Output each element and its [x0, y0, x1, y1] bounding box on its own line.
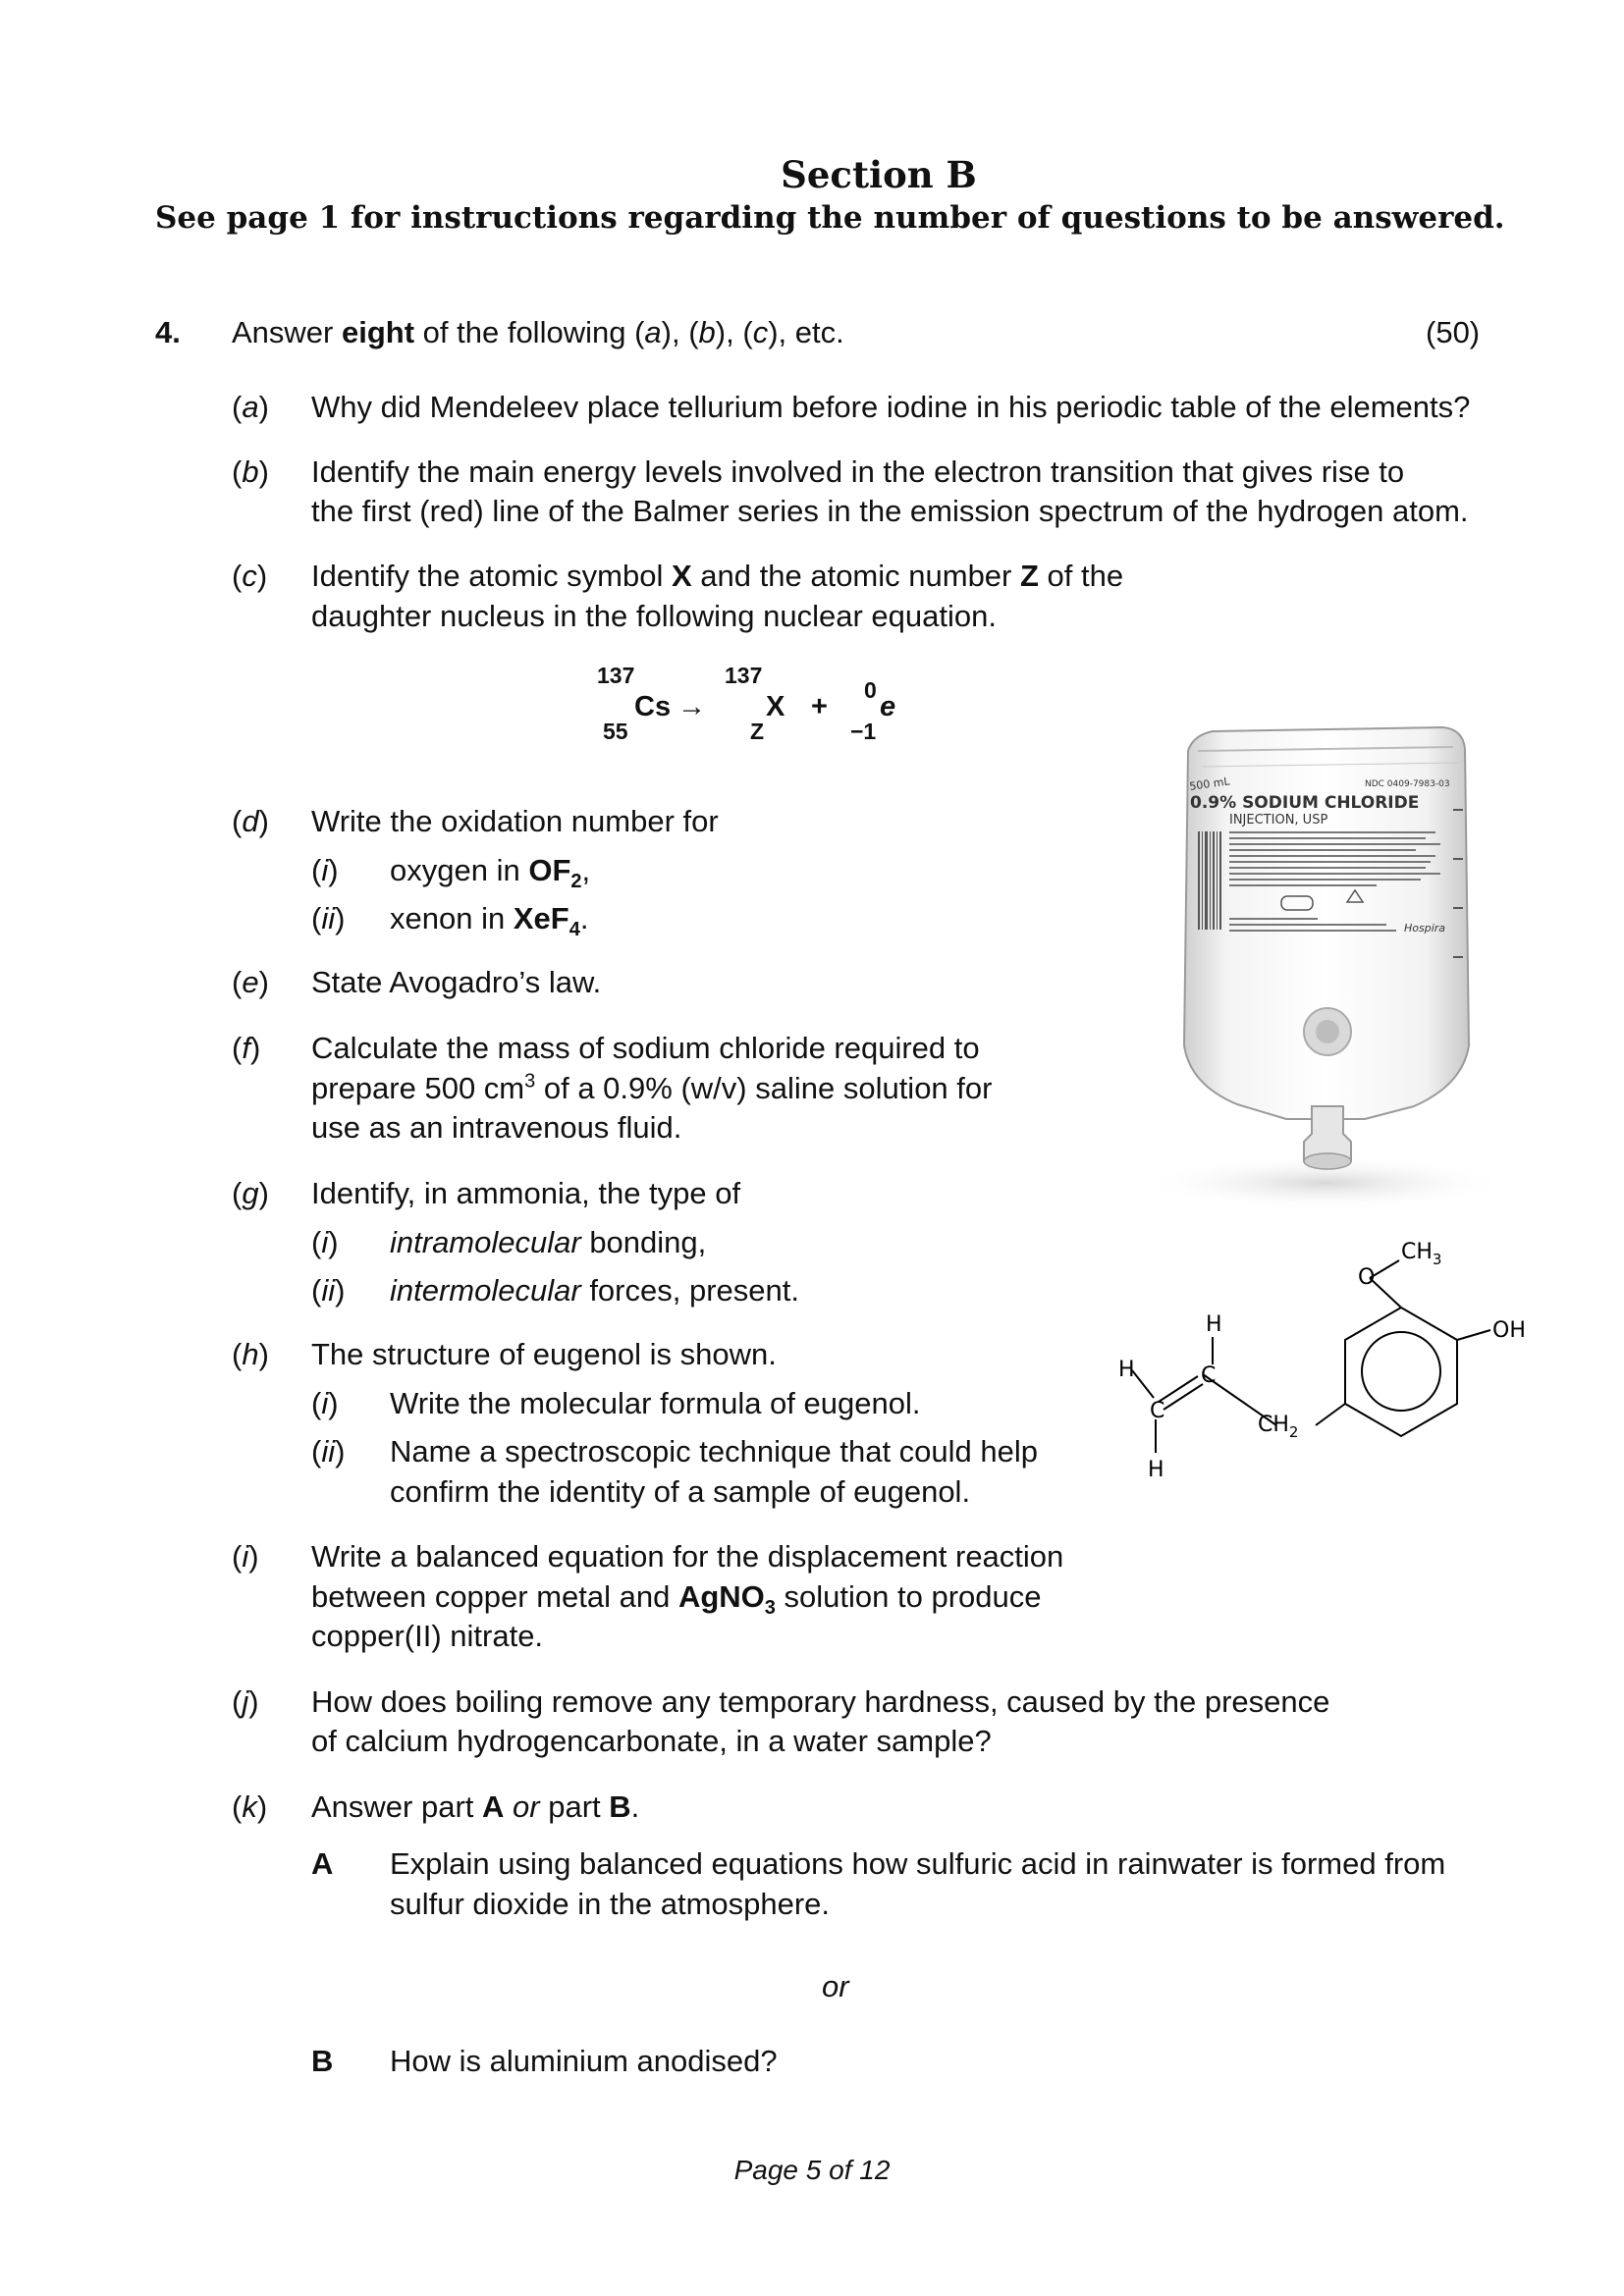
page-footer: Page 5 of 12 [733, 2155, 891, 2185]
question-marks: (50) [1426, 315, 1481, 349]
part-h-text: The structure of eugenol is shown. [311, 1337, 777, 1371]
part-k-a-label: A [311, 1846, 334, 1881]
x-mass-number: 137 [725, 663, 763, 688]
part-k-text: Answer part A or part B. [311, 1789, 640, 1824]
part-g-i-label: (i) [311, 1225, 339, 1259]
cs-atomic-number: 55 [603, 719, 628, 744]
iv-ndc: NDC 0409-7983-03 [1365, 779, 1450, 789]
part-h-label: (h) [232, 1337, 269, 1371]
eugenol-drawing [1085, 1237, 1546, 1556]
part-a-label: (a) [232, 390, 269, 424]
part-j-line1: How does boiling remove any temporary hardness, caused by the presence [311, 1684, 1330, 1719]
part-c-line1: Identify the atomic symbol X and the atomic number Z of the [311, 559, 1124, 593]
part-f-line2: prepare 500 $cm^3$ of a 0.9% (w/v) saline solution for [311, 1070, 993, 1105]
part-k-a-line2: sulfur dioxide in the atmosphere. [390, 1887, 831, 1921]
part-f-line1: Calculate the mass of sodium chloride required to [311, 1031, 980, 1065]
part-e-label: (e) [232, 965, 269, 999]
part-i-line2: between copper metal and AgNO$_3$ solution to produce [311, 1579, 1042, 1620]
section-instructions: See page 1 for instructions regarding the number of questions to be answered. [155, 200, 1505, 236]
part-j-label: (j) [232, 1684, 259, 1719]
question-intro: Answer eight of the following (a), (b), (c), etc. [232, 315, 844, 349]
part-f-label: (f) [232, 1031, 261, 1065]
part-k-a-line1: Explain using balanced equations how sulfuric acid in rainwater is formed from [390, 1846, 1446, 1881]
c-lower-label: C [1150, 1399, 1165, 1423]
hydroxyl-label: OH [1492, 1318, 1526, 1343]
section-title: Section B [781, 153, 977, 196]
part-d-i-label: (i) [311, 853, 339, 887]
eugenol-structure [1085, 1237, 1546, 1556]
part-h-ii-line2: confirm the identity of a sample of eugenol. [390, 1474, 971, 1509]
part-a-text: Why did Mendeleev place tellurium before iodine in his periodic table of the elements? [311, 390, 1471, 424]
part-h-i-label: (i) [311, 1386, 339, 1420]
part-c-label: (c) [232, 559, 268, 593]
methylene-label: $CH_2$ [1258, 1413, 1299, 1441]
iv-volume: 500 mL [1188, 774, 1231, 793]
question-number: 4. [155, 315, 181, 349]
part-i-label: (i) [232, 1539, 259, 1574]
part-h-i-text: Write the molecular formula of eugenol. [390, 1386, 921, 1420]
x-symbol: X [766, 691, 785, 722]
part-h-ii-line1: Name a spectroscopic technique that could help [390, 1434, 1039, 1468]
or-separator: or [822, 1969, 849, 2003]
part-d-i-text: oxygen in $OF_2$, [390, 853, 591, 893]
cs-mass-number: 137 [597, 663, 635, 688]
h-top-label: H [1206, 1312, 1222, 1337]
iv-brand: Hospira [1404, 922, 1446, 934]
part-h-ii-label: (ii) [311, 1434, 346, 1468]
electron-charge: −1 [850, 719, 877, 744]
part-g-ii-label: (ii) [311, 1273, 346, 1308]
part-g-text: Identify, in ammonia, the type of [311, 1176, 741, 1210]
iv-bag-drawing [1119, 721, 1542, 1212]
h-bottom-label: H [1148, 1458, 1164, 1482]
part-i-line1: Write a balanced equation for the displacement reaction [311, 1539, 1064, 1574]
reaction-arrow: → [677, 691, 706, 722]
part-d-label: (d) [232, 804, 269, 838]
part-b-line1: Identify the main energy levels involved in the electron transition that gives rise to [311, 454, 1405, 489]
part-d-text: Write the oxidation number for [311, 804, 719, 838]
question-intro-rest: of the following (a), (b), (c), etc. [414, 315, 844, 349]
part-d-ii-text: xenon in XeF$_4$. [390, 901, 589, 941]
h-left-label: H [1118, 1358, 1135, 1382]
part-k-b-label: B [311, 2044, 334, 2078]
part-d-ii-label: (ii) [311, 901, 346, 935]
iv-product-name: 0.9% SODIUM CHLORIDE [1190, 793, 1420, 813]
part-g-i-text: intramolecular bonding, [390, 1225, 707, 1259]
electron-symbol: e [880, 691, 896, 722]
iv-bag-image [1119, 721, 1542, 1212]
part-c-line2: daughter nucleus in the following nuclear equation. [311, 599, 997, 633]
part-f-line3: use as an intravenous fluid. [311, 1110, 682, 1145]
plus-sign: + [811, 691, 828, 722]
part-j-line2: of calcium hydrogencarbonate, in a water sample? [311, 1724, 992, 1758]
part-i-line3: copper(II) nitrate. [311, 1619, 544, 1653]
part-g-ii-text: intermolecular forces, present. [390, 1273, 799, 1308]
methyl-label: $CH_3$ [1401, 1240, 1442, 1268]
c-upper-label: C [1201, 1363, 1217, 1388]
cs-symbol: Cs [634, 691, 672, 722]
iv-subtitle: INJECTION, USP [1229, 813, 1328, 828]
part-e-text: State Avogadro’s law. [311, 965, 602, 999]
part-k-label: (k) [232, 1789, 268, 1824]
part-g-label: (g) [232, 1176, 269, 1210]
part-k-b-text: How is aluminium anodised? [390, 2044, 778, 2078]
x-atomic-number: Z [750, 719, 765, 744]
electron-mass-number: 0 [864, 677, 877, 703]
oxygen-label: O [1358, 1265, 1376, 1290]
part-b-line2: the first (red) line of the Balmer series in the emission spectrum of the hydrogen atom. [311, 494, 1469, 528]
aromatic-circle [1362, 1332, 1440, 1411]
part-b-label: (b) [232, 454, 269, 489]
